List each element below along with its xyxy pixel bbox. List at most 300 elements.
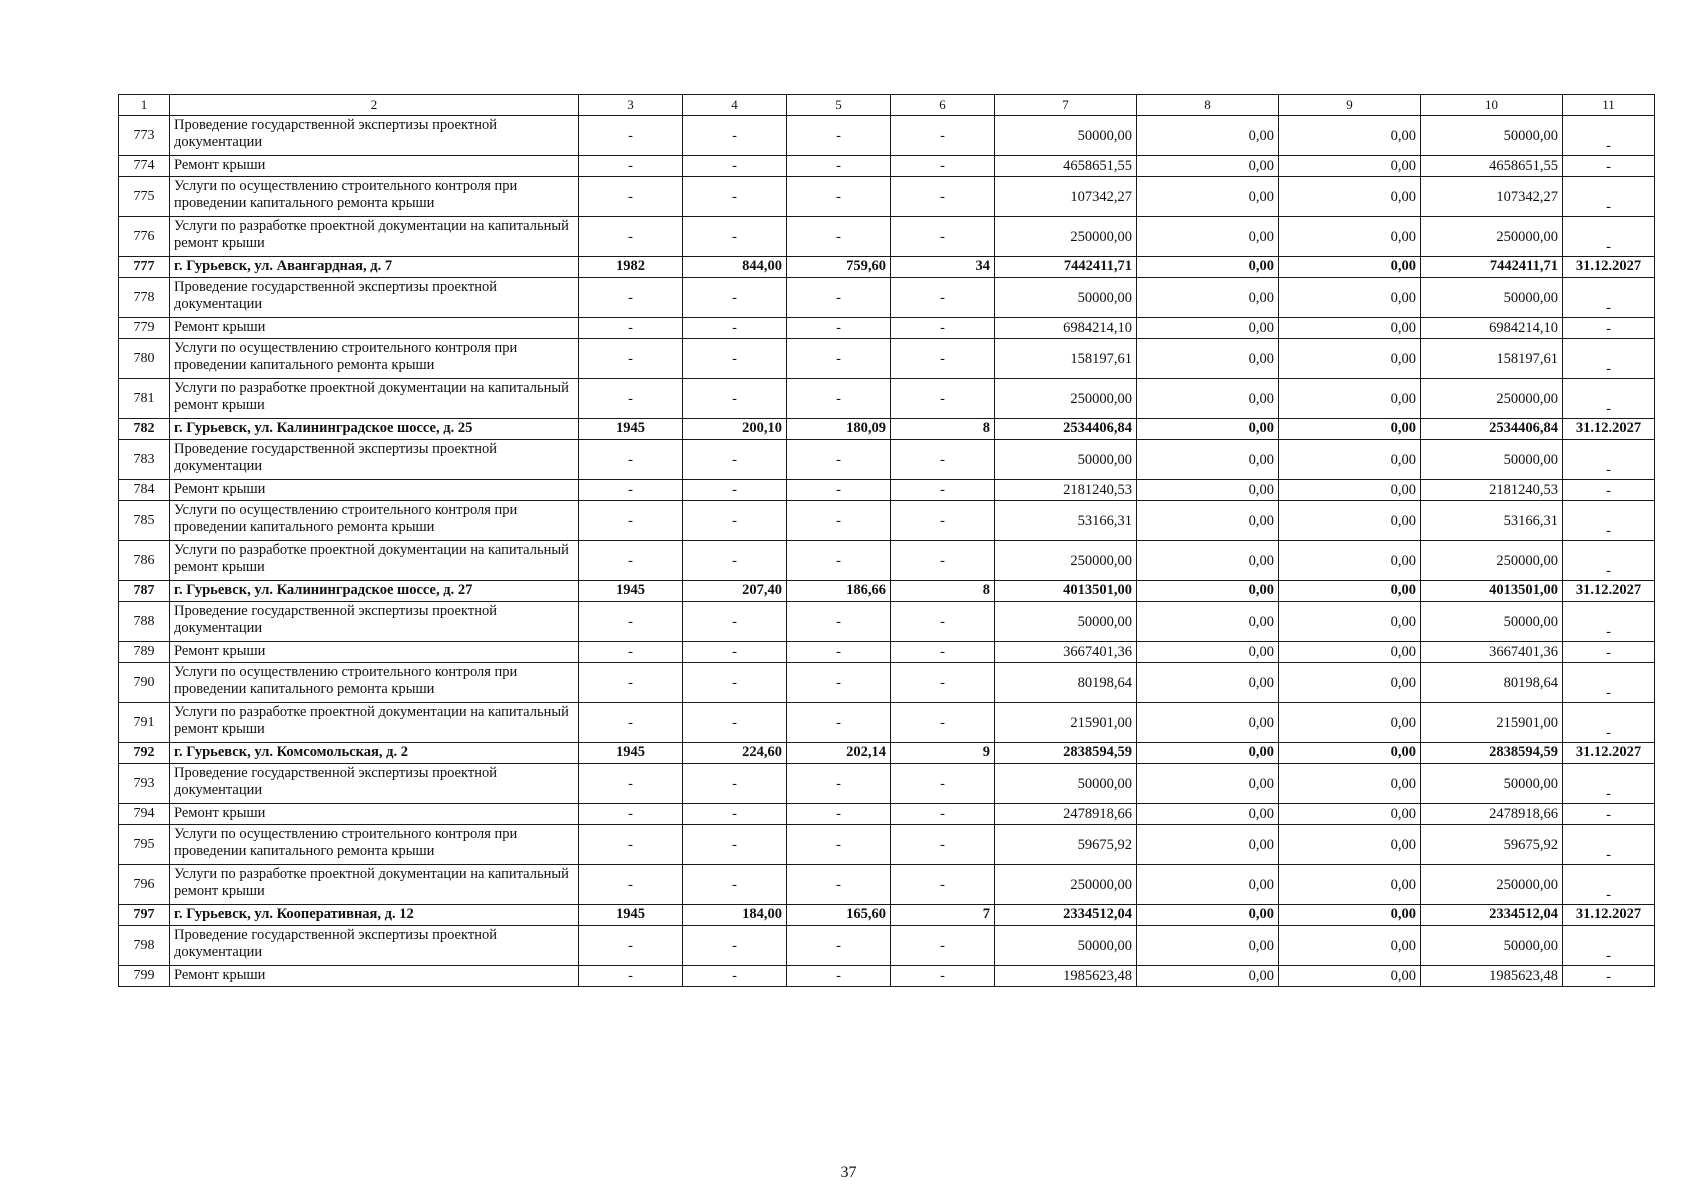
page-number: 37 <box>840 1164 857 1181</box>
cell-work-name: Ремонт крыши <box>170 156 579 177</box>
cell-residents: 9 <box>891 743 995 764</box>
cell-work-name: г. Гурьевск, ул. Кооперативная, д. 12 <box>170 905 579 926</box>
cell-deadline: - <box>1563 217 1655 257</box>
cell-work-name: г. Гурьевск, ул. Калининградское шоссе, д. 27 <box>170 581 579 602</box>
address-row <box>119 581 1655 602</box>
cell-deadline: 31.12.2027 <box>1563 743 1655 764</box>
cell-residents: - <box>891 865 995 905</box>
cell-fund-owners: 4658651,55 <box>1421 156 1563 177</box>
cell-build-year: 1945 <box>579 419 683 440</box>
cell-total-area: 200,10 <box>683 419 787 440</box>
column-header-7: 7 <box>995 95 1137 116</box>
cell-deadline: - <box>1563 501 1655 541</box>
cell-row-number: 782 <box>119 419 170 440</box>
cell-work-name: Ремонт крыши <box>170 804 579 825</box>
cell-living-area: - <box>787 278 891 318</box>
cell-residents: - <box>891 764 995 804</box>
cell-row-number: 780 <box>119 339 170 379</box>
cell-fund-federal: 0,00 <box>1137 278 1279 318</box>
cell-residents: - <box>891 602 995 642</box>
cell-build-year: - <box>579 318 683 339</box>
cell-fund-regional: 0,00 <box>1279 804 1421 825</box>
cell-residents: - <box>891 440 995 480</box>
cell-row-number: 795 <box>119 825 170 865</box>
cell-total-area: - <box>683 865 787 905</box>
cell-work-name: Услуги по осуществлению строительного контроля при проведении капитального ремонта крыши <box>170 339 579 379</box>
cell-fund-federal: 0,00 <box>1137 966 1279 987</box>
cell-living-area: - <box>787 642 891 663</box>
cell-total-cost: 50000,00 <box>995 116 1137 156</box>
cell-residents: 34 <box>891 257 995 278</box>
cell-total-cost: 53166,31 <box>995 501 1137 541</box>
cell-residents: - <box>891 642 995 663</box>
cell-build-year: - <box>579 501 683 541</box>
table-row <box>119 602 1655 642</box>
cell-fund-owners: 250000,00 <box>1421 217 1563 257</box>
cell-deadline: - <box>1563 177 1655 217</box>
cell-fund-regional: 0,00 <box>1279 541 1421 581</box>
cell-fund-federal: 0,00 <box>1137 318 1279 339</box>
cell-row-number: 783 <box>119 440 170 480</box>
cell-row-number: 793 <box>119 764 170 804</box>
cell-residents: - <box>891 318 995 339</box>
cell-total-cost: 50000,00 <box>995 440 1137 480</box>
cell-fund-regional: 0,00 <box>1279 278 1421 318</box>
cell-fund-regional: 0,00 <box>1279 501 1421 541</box>
cell-living-area: - <box>787 541 891 581</box>
cell-residents: - <box>891 217 995 257</box>
cell-fund-regional: 0,00 <box>1279 602 1421 642</box>
cell-row-number: 789 <box>119 642 170 663</box>
table-row <box>119 217 1655 257</box>
cell-build-year: - <box>579 440 683 480</box>
cell-build-year: - <box>579 339 683 379</box>
cell-living-area: - <box>787 663 891 703</box>
cell-total-area: - <box>683 339 787 379</box>
cell-work-name: Ремонт крыши <box>170 480 579 501</box>
cell-build-year: - <box>579 764 683 804</box>
header-row <box>119 95 1655 116</box>
cell-living-area: 165,60 <box>787 905 891 926</box>
table-row <box>119 663 1655 703</box>
cell-total-cost: 4658651,55 <box>995 156 1137 177</box>
cell-fund-federal: 0,00 <box>1137 602 1279 642</box>
cell-row-number: 774 <box>119 156 170 177</box>
cell-total-cost: 50000,00 <box>995 278 1137 318</box>
cell-work-name: Проведение государственной экспертизы проектной документации <box>170 278 579 318</box>
table-row <box>119 804 1655 825</box>
cell-build-year: - <box>579 865 683 905</box>
cell-work-name: Услуги по осуществлению строительного контроля при проведении капитального ремонта крыши <box>170 501 579 541</box>
cell-fund-regional: 0,00 <box>1279 743 1421 764</box>
cell-fund-owners: 3667401,36 <box>1421 642 1563 663</box>
cell-work-name: Услуги по осуществлению строительного контроля при проведении капитального ремонта крыши <box>170 825 579 865</box>
cell-total-area: - <box>683 217 787 257</box>
column-header-9: 9 <box>1279 95 1421 116</box>
cell-fund-regional: 0,00 <box>1279 177 1421 217</box>
cell-build-year: - <box>579 217 683 257</box>
cell-residents: 8 <box>891 419 995 440</box>
cell-fund-federal: 0,00 <box>1137 257 1279 278</box>
cell-total-area: - <box>683 602 787 642</box>
cell-total-cost: 250000,00 <box>995 217 1137 257</box>
cell-deadline: - <box>1563 440 1655 480</box>
cell-fund-owners: 53166,31 <box>1421 501 1563 541</box>
cell-total-area: - <box>683 804 787 825</box>
table-row <box>119 926 1655 966</box>
cell-fund-federal: 0,00 <box>1137 581 1279 602</box>
cell-total-area: - <box>683 703 787 743</box>
cell-work-name: Услуги по разработке проектной документации на капитальный ремонт крыши <box>170 865 579 905</box>
cell-build-year: - <box>579 926 683 966</box>
cell-build-year: 1945 <box>579 905 683 926</box>
cell-deadline: - <box>1563 339 1655 379</box>
cell-fund-federal: 0,00 <box>1137 217 1279 257</box>
column-header-5: 5 <box>787 95 891 116</box>
cell-total-cost: 2334512,04 <box>995 905 1137 926</box>
cell-total-cost: 50000,00 <box>995 926 1137 966</box>
cell-fund-regional: 0,00 <box>1279 257 1421 278</box>
cell-living-area: 186,66 <box>787 581 891 602</box>
cell-deadline: 31.12.2027 <box>1563 257 1655 278</box>
cell-fund-federal: 0,00 <box>1137 764 1279 804</box>
cell-deadline: - <box>1563 825 1655 865</box>
cell-living-area: - <box>787 966 891 987</box>
works-table <box>118 94 1655 987</box>
cell-build-year: 1982 <box>579 257 683 278</box>
cell-living-area: - <box>787 926 891 966</box>
cell-fund-federal: 0,00 <box>1137 865 1279 905</box>
cell-work-name: Услуги по осуществлению строительного контроля при проведении капитального ремонта крыши <box>170 663 579 703</box>
column-header-11: 11 <box>1563 95 1655 116</box>
cell-total-cost: 2534406,84 <box>995 419 1137 440</box>
cell-fund-regional: 0,00 <box>1279 825 1421 865</box>
cell-build-year: - <box>579 480 683 501</box>
cell-residents: - <box>891 278 995 318</box>
cell-work-name: Ремонт крыши <box>170 966 579 987</box>
cell-total-area: - <box>683 663 787 703</box>
cell-fund-federal: 0,00 <box>1137 804 1279 825</box>
column-header-1: 1 <box>119 95 170 116</box>
cell-living-area: - <box>787 217 891 257</box>
cell-row-number: 790 <box>119 663 170 703</box>
cell-row-number: 786 <box>119 541 170 581</box>
cell-deadline: - <box>1563 116 1655 156</box>
cell-fund-regional: 0,00 <box>1279 156 1421 177</box>
cell-living-area: - <box>787 440 891 480</box>
column-header-8: 8 <box>1137 95 1279 116</box>
cell-total-area: - <box>683 642 787 663</box>
cell-total-cost: 59675,92 <box>995 825 1137 865</box>
cell-row-number: 788 <box>119 602 170 642</box>
cell-living-area: - <box>787 379 891 419</box>
cell-living-area: - <box>787 318 891 339</box>
table-row <box>119 156 1655 177</box>
cell-fund-owners: 2334512,04 <box>1421 905 1563 926</box>
cell-fund-owners: 158197,61 <box>1421 339 1563 379</box>
cell-build-year: - <box>579 156 683 177</box>
cell-fund-owners: 50000,00 <box>1421 926 1563 966</box>
cell-fund-owners: 7442411,71 <box>1421 257 1563 278</box>
cell-residents: - <box>891 541 995 581</box>
cell-row-number: 784 <box>119 480 170 501</box>
table-row <box>119 278 1655 318</box>
cell-build-year: - <box>579 541 683 581</box>
cell-fund-regional: 0,00 <box>1279 440 1421 480</box>
address-row <box>119 257 1655 278</box>
cell-fund-regional: 0,00 <box>1279 419 1421 440</box>
cell-total-cost: 2181240,53 <box>995 480 1137 501</box>
table-row <box>119 116 1655 156</box>
cell-total-cost: 215901,00 <box>995 703 1137 743</box>
cell-residents: - <box>891 116 995 156</box>
cell-total-cost: 80198,64 <box>995 663 1137 703</box>
table-row <box>119 642 1655 663</box>
cell-row-number: 779 <box>119 318 170 339</box>
cell-build-year: - <box>579 804 683 825</box>
cell-fund-federal: 0,00 <box>1137 825 1279 865</box>
cell-fund-owners: 59675,92 <box>1421 825 1563 865</box>
cell-fund-regional: 0,00 <box>1279 703 1421 743</box>
cell-total-cost: 3667401,36 <box>995 642 1137 663</box>
cell-fund-federal: 0,00 <box>1137 156 1279 177</box>
cell-deadline: - <box>1563 156 1655 177</box>
cell-build-year: - <box>579 966 683 987</box>
cell-residents: - <box>891 804 995 825</box>
cell-work-name: Услуги по осуществлению строительного контроля при проведении капитального ремонта крыши <box>170 177 579 217</box>
cell-fund-federal: 0,00 <box>1137 480 1279 501</box>
cell-build-year: - <box>579 602 683 642</box>
address-row <box>119 905 1655 926</box>
cell-fund-federal: 0,00 <box>1137 339 1279 379</box>
cell-fund-regional: 0,00 <box>1279 581 1421 602</box>
cell-living-area: 180,09 <box>787 419 891 440</box>
cell-total-area: - <box>683 156 787 177</box>
cell-fund-federal: 0,00 <box>1137 501 1279 541</box>
cell-total-area: 844,00 <box>683 257 787 278</box>
cell-deadline: - <box>1563 602 1655 642</box>
cell-total-area: 207,40 <box>683 581 787 602</box>
cell-work-name: г. Гурьевск, ул. Комсомольская, д. 2 <box>170 743 579 764</box>
table-row <box>119 966 1655 987</box>
cell-deadline: - <box>1563 764 1655 804</box>
cell-residents: - <box>891 480 995 501</box>
cell-total-cost: 7442411,71 <box>995 257 1137 278</box>
cell-deadline: - <box>1563 379 1655 419</box>
cell-total-cost: 250000,00 <box>995 379 1137 419</box>
cell-residents: - <box>891 501 995 541</box>
cell-work-name: Проведение государственной экспертизы проектной документации <box>170 926 579 966</box>
column-header-10: 10 <box>1421 95 1563 116</box>
cell-fund-owners: 80198,64 <box>1421 663 1563 703</box>
cell-fund-owners: 50000,00 <box>1421 764 1563 804</box>
cell-fund-federal: 0,00 <box>1137 419 1279 440</box>
table-row <box>119 764 1655 804</box>
cell-living-area: 759,60 <box>787 257 891 278</box>
cell-residents: - <box>891 339 995 379</box>
cell-build-year: 1945 <box>579 743 683 764</box>
table-body <box>119 95 1655 987</box>
table-row <box>119 440 1655 480</box>
cell-fund-owners: 50000,00 <box>1421 116 1563 156</box>
cell-fund-owners: 4013501,00 <box>1421 581 1563 602</box>
cell-fund-regional: 0,00 <box>1279 217 1421 257</box>
cell-total-area: 224,60 <box>683 743 787 764</box>
cell-living-area: - <box>787 825 891 865</box>
cell-work-name: Ремонт крыши <box>170 318 579 339</box>
cell-build-year: 1945 <box>579 581 683 602</box>
cell-total-area: - <box>683 278 787 318</box>
cell-deadline: - <box>1563 318 1655 339</box>
cell-fund-owners: 250000,00 <box>1421 865 1563 905</box>
cell-residents: - <box>891 156 995 177</box>
cell-work-name: Проведение государственной экспертизы проектной документации <box>170 440 579 480</box>
cell-build-year: - <box>579 703 683 743</box>
cell-living-area: - <box>787 480 891 501</box>
cell-row-number: 785 <box>119 501 170 541</box>
cell-fund-regional: 0,00 <box>1279 926 1421 966</box>
cell-residents: 8 <box>891 581 995 602</box>
cell-residents: - <box>891 703 995 743</box>
cell-fund-regional: 0,00 <box>1279 966 1421 987</box>
cell-fund-federal: 0,00 <box>1137 116 1279 156</box>
cell-fund-regional: 0,00 <box>1279 318 1421 339</box>
cell-total-area: 184,00 <box>683 905 787 926</box>
cell-total-area: - <box>683 440 787 480</box>
cell-row-number: 778 <box>119 278 170 318</box>
cell-work-name: г. Гурьевск, ул. Авангардная, д. 7 <box>170 257 579 278</box>
cell-build-year: - <box>579 278 683 318</box>
cell-row-number: 794 <box>119 804 170 825</box>
cell-fund-owners: 2838594,59 <box>1421 743 1563 764</box>
cell-work-name: Проведение государственной экспертизы проектной документации <box>170 764 579 804</box>
cell-total-cost: 158197,61 <box>995 339 1137 379</box>
cell-living-area: - <box>787 764 891 804</box>
cell-fund-owners: 2534406,84 <box>1421 419 1563 440</box>
cell-living-area: - <box>787 339 891 379</box>
cell-fund-federal: 0,00 <box>1137 440 1279 480</box>
table-row <box>119 318 1655 339</box>
table-row <box>119 379 1655 419</box>
cell-total-cost: 6984214,10 <box>995 318 1137 339</box>
cell-total-area: - <box>683 966 787 987</box>
cell-residents: - <box>891 379 995 419</box>
cell-deadline: 31.12.2027 <box>1563 905 1655 926</box>
cell-residents: - <box>891 177 995 217</box>
table-row <box>119 480 1655 501</box>
table-row <box>119 541 1655 581</box>
cell-fund-regional: 0,00 <box>1279 865 1421 905</box>
table-row <box>119 865 1655 905</box>
cell-total-cost: 50000,00 <box>995 602 1137 642</box>
cell-work-name: Ремонт крыши <box>170 642 579 663</box>
cell-fund-owners: 250000,00 <box>1421 541 1563 581</box>
cell-fund-federal: 0,00 <box>1137 743 1279 764</box>
table-row <box>119 339 1655 379</box>
cell-residents: 7 <box>891 905 995 926</box>
cell-fund-federal: 0,00 <box>1137 926 1279 966</box>
cell-deadline: - <box>1563 541 1655 581</box>
cell-residents: - <box>891 825 995 865</box>
cell-total-cost: 250000,00 <box>995 541 1137 581</box>
table-row <box>119 177 1655 217</box>
cell-residents: - <box>891 926 995 966</box>
cell-living-area: - <box>787 116 891 156</box>
cell-living-area: - <box>787 602 891 642</box>
cell-total-area: - <box>683 501 787 541</box>
address-row <box>119 419 1655 440</box>
cell-living-area: - <box>787 804 891 825</box>
cell-fund-federal: 0,00 <box>1137 663 1279 703</box>
cell-total-area: - <box>683 825 787 865</box>
cell-fund-owners: 6984214,10 <box>1421 318 1563 339</box>
cell-row-number: 792 <box>119 743 170 764</box>
cell-deadline: - <box>1563 804 1655 825</box>
cell-total-area: - <box>683 541 787 581</box>
cell-fund-owners: 250000,00 <box>1421 379 1563 419</box>
cell-fund-owners: 2478918,66 <box>1421 804 1563 825</box>
cell-fund-owners: 50000,00 <box>1421 278 1563 318</box>
cell-living-area: - <box>787 156 891 177</box>
cell-work-name: г. Гурьевск, ул. Калининградское шоссе, д. 25 <box>170 419 579 440</box>
cell-deadline: 31.12.2027 <box>1563 419 1655 440</box>
cell-fund-regional: 0,00 <box>1279 480 1421 501</box>
cell-total-cost: 50000,00 <box>995 764 1137 804</box>
cell-living-area: - <box>787 703 891 743</box>
cell-fund-regional: 0,00 <box>1279 116 1421 156</box>
cell-deadline: - <box>1563 966 1655 987</box>
cell-work-name: Проведение государственной экспертизы проектной документации <box>170 116 579 156</box>
cell-build-year: - <box>579 379 683 419</box>
address-row <box>119 743 1655 764</box>
column-header-3: 3 <box>579 95 683 116</box>
cell-living-area: - <box>787 501 891 541</box>
cell-total-area: - <box>683 926 787 966</box>
cell-fund-regional: 0,00 <box>1279 379 1421 419</box>
cell-row-number: 787 <box>119 581 170 602</box>
cell-total-cost: 2478918,66 <box>995 804 1137 825</box>
cell-living-area: - <box>787 865 891 905</box>
table-row <box>119 501 1655 541</box>
column-header-2: 2 <box>170 95 579 116</box>
cell-fund-regional: 0,00 <box>1279 339 1421 379</box>
cell-total-cost: 107342,27 <box>995 177 1137 217</box>
cell-total-area: - <box>683 318 787 339</box>
cell-fund-regional: 0,00 <box>1279 764 1421 804</box>
cell-fund-owners: 2181240,53 <box>1421 480 1563 501</box>
cell-work-name: Услуги по разработке проектной документации на капитальный ремонт крыши <box>170 217 579 257</box>
cell-fund-owners: 50000,00 <box>1421 440 1563 480</box>
cell-deadline: - <box>1563 642 1655 663</box>
cell-work-name: Услуги по разработке проектной документации на капитальный ремонт крыши <box>170 703 579 743</box>
cell-total-area: - <box>683 116 787 156</box>
cell-deadline: - <box>1563 926 1655 966</box>
cell-living-area: - <box>787 177 891 217</box>
cell-fund-owners: 1985623,48 <box>1421 966 1563 987</box>
cell-fund-regional: 0,00 <box>1279 663 1421 703</box>
cell-total-area: - <box>683 379 787 419</box>
cell-deadline: - <box>1563 865 1655 905</box>
cell-fund-federal: 0,00 <box>1137 642 1279 663</box>
cell-residents: - <box>891 966 995 987</box>
cell-row-number: 796 <box>119 865 170 905</box>
cell-fund-regional: 0,00 <box>1279 642 1421 663</box>
cell-work-name: Проведение государственной экспертизы проектной документации <box>170 602 579 642</box>
cell-fund-federal: 0,00 <box>1137 379 1279 419</box>
cell-build-year: - <box>579 177 683 217</box>
cell-fund-federal: 0,00 <box>1137 703 1279 743</box>
cell-fund-owners: 215901,00 <box>1421 703 1563 743</box>
